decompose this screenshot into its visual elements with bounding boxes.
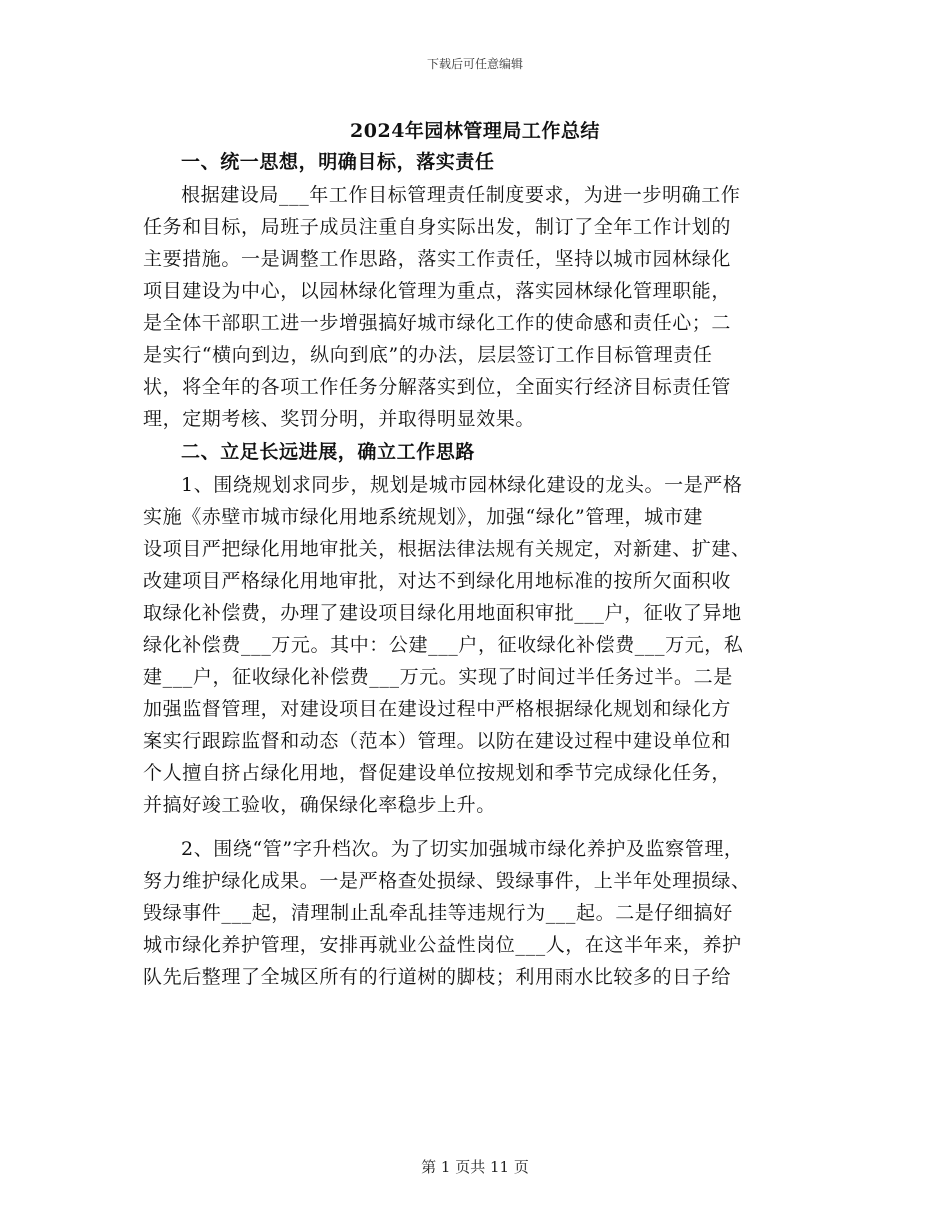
page-footer: 第 1 页共 11 页 — [421, 1158, 529, 1176]
paragraph-gap — [143, 821, 811, 833]
section2-para1-line: 建___户，征收绿化补偿费___万元。实现了时间过半任务过半。二是 — [143, 666, 733, 688]
section2-para2-line: 努力维护绿化成果。一是严格查处损绿、毁绿事件，上半年处理损绿、 — [143, 870, 751, 892]
section2-para1-line: 加强监督管理，对建设项目在建设过程中严格根据绿化规划和绿化方 — [143, 698, 732, 720]
section2-para1-line: 绿化补偿费___万元。其中：公建___户，征收绿化补偿费___万元，私 — [143, 634, 744, 656]
section1-line: 任务和目标，局班子成员注重自身实际出发，制订了全年工作计划的 — [143, 216, 732, 238]
section2-para1-line: 取绿化补偿费，办理了建设项目绿化用地面积审批___户，征收了异地 — [143, 602, 742, 624]
section1-line: 是全体干部职工进一步增强搞好城市绿化工作的使命感和责任心；二 — [143, 312, 732, 334]
section2-para1-line: 案实行跟踪监督和动态（范本）管理。以防在建设过程中建设单位和 — [143, 730, 732, 752]
section1-line: 根据建设局___年工作目标管理责任制度要求，为进一步明确工作 — [181, 184, 741, 206]
section2-para1-line: 改建项目严格绿化用地审批，对达不到绿化用地标准的按所欠面积收 — [143, 570, 732, 592]
section2-para1-line: 设项目严把绿化用地审批关，根据法律法规有关规定，对新建、扩建、 — [143, 538, 751, 560]
section1-heading: 一、统一思想，明确目标，落实责任 — [181, 151, 495, 173]
section2-para2-line: 队先后整理了全城区所有的行道树的脚枝；利用雨水比较多的日子给 — [143, 966, 732, 988]
header-note: 下载后可任意编辑 — [426, 57, 523, 71]
section2-para1-line: 实施《赤壁市城市绿化用地系统规划》，加强“绿化”管理，城市建 — [143, 506, 703, 528]
section2-para1-line: 1、围绕规划求同步，规划是城市园林绿化建设的龙头。一是严格 — [181, 474, 743, 496]
section1-line: 理，定期考核、奖罚分明，并取得明显效果。 — [143, 408, 536, 430]
section2-para1-line: 个人擅自挤占绿化用地，督促建设单位按规划和季节完成绿化任务， — [143, 762, 732, 784]
section2-para2-line: 毁绿事件___起，清理制止乱牵乱挂等违规行为___起。二是仔细搞好 — [143, 902, 733, 924]
section2-para2-line: 城市绿化养护管理，安排再就业公益性岗位___人，在这半年来，养护 — [143, 934, 742, 956]
document-body — [143, 145, 811, 993]
section1-line: 项目建设为中心，以园林绿化管理为重点，落实园林绿化管理职能， — [143, 280, 732, 302]
document-title: 2024年园林管理局工作总结 — [350, 120, 600, 142]
section2-para1-line: 并搞好竣工验收，确保绿化率稳步上升。 — [143, 794, 496, 816]
section2-heading: 二、立足长远进展，确立工作思路 — [181, 441, 476, 463]
section1-line: 主要措施。一是调整工作思路，落实工作责任，坚持以城市园林绿化 — [143, 248, 732, 270]
section1-line: 状，将全年的各项工作任务分解落实到位，全面实行经济目标责任管 — [143, 376, 732, 398]
section1-line: 是实行“横向到边，纵向到底”的办法，层层签订工作目标管理责任 — [143, 344, 713, 366]
section2-para2-line: 2、围绕“管”字升档次。为了切实加强城市绿化养护及监察管理， — [181, 838, 744, 860]
